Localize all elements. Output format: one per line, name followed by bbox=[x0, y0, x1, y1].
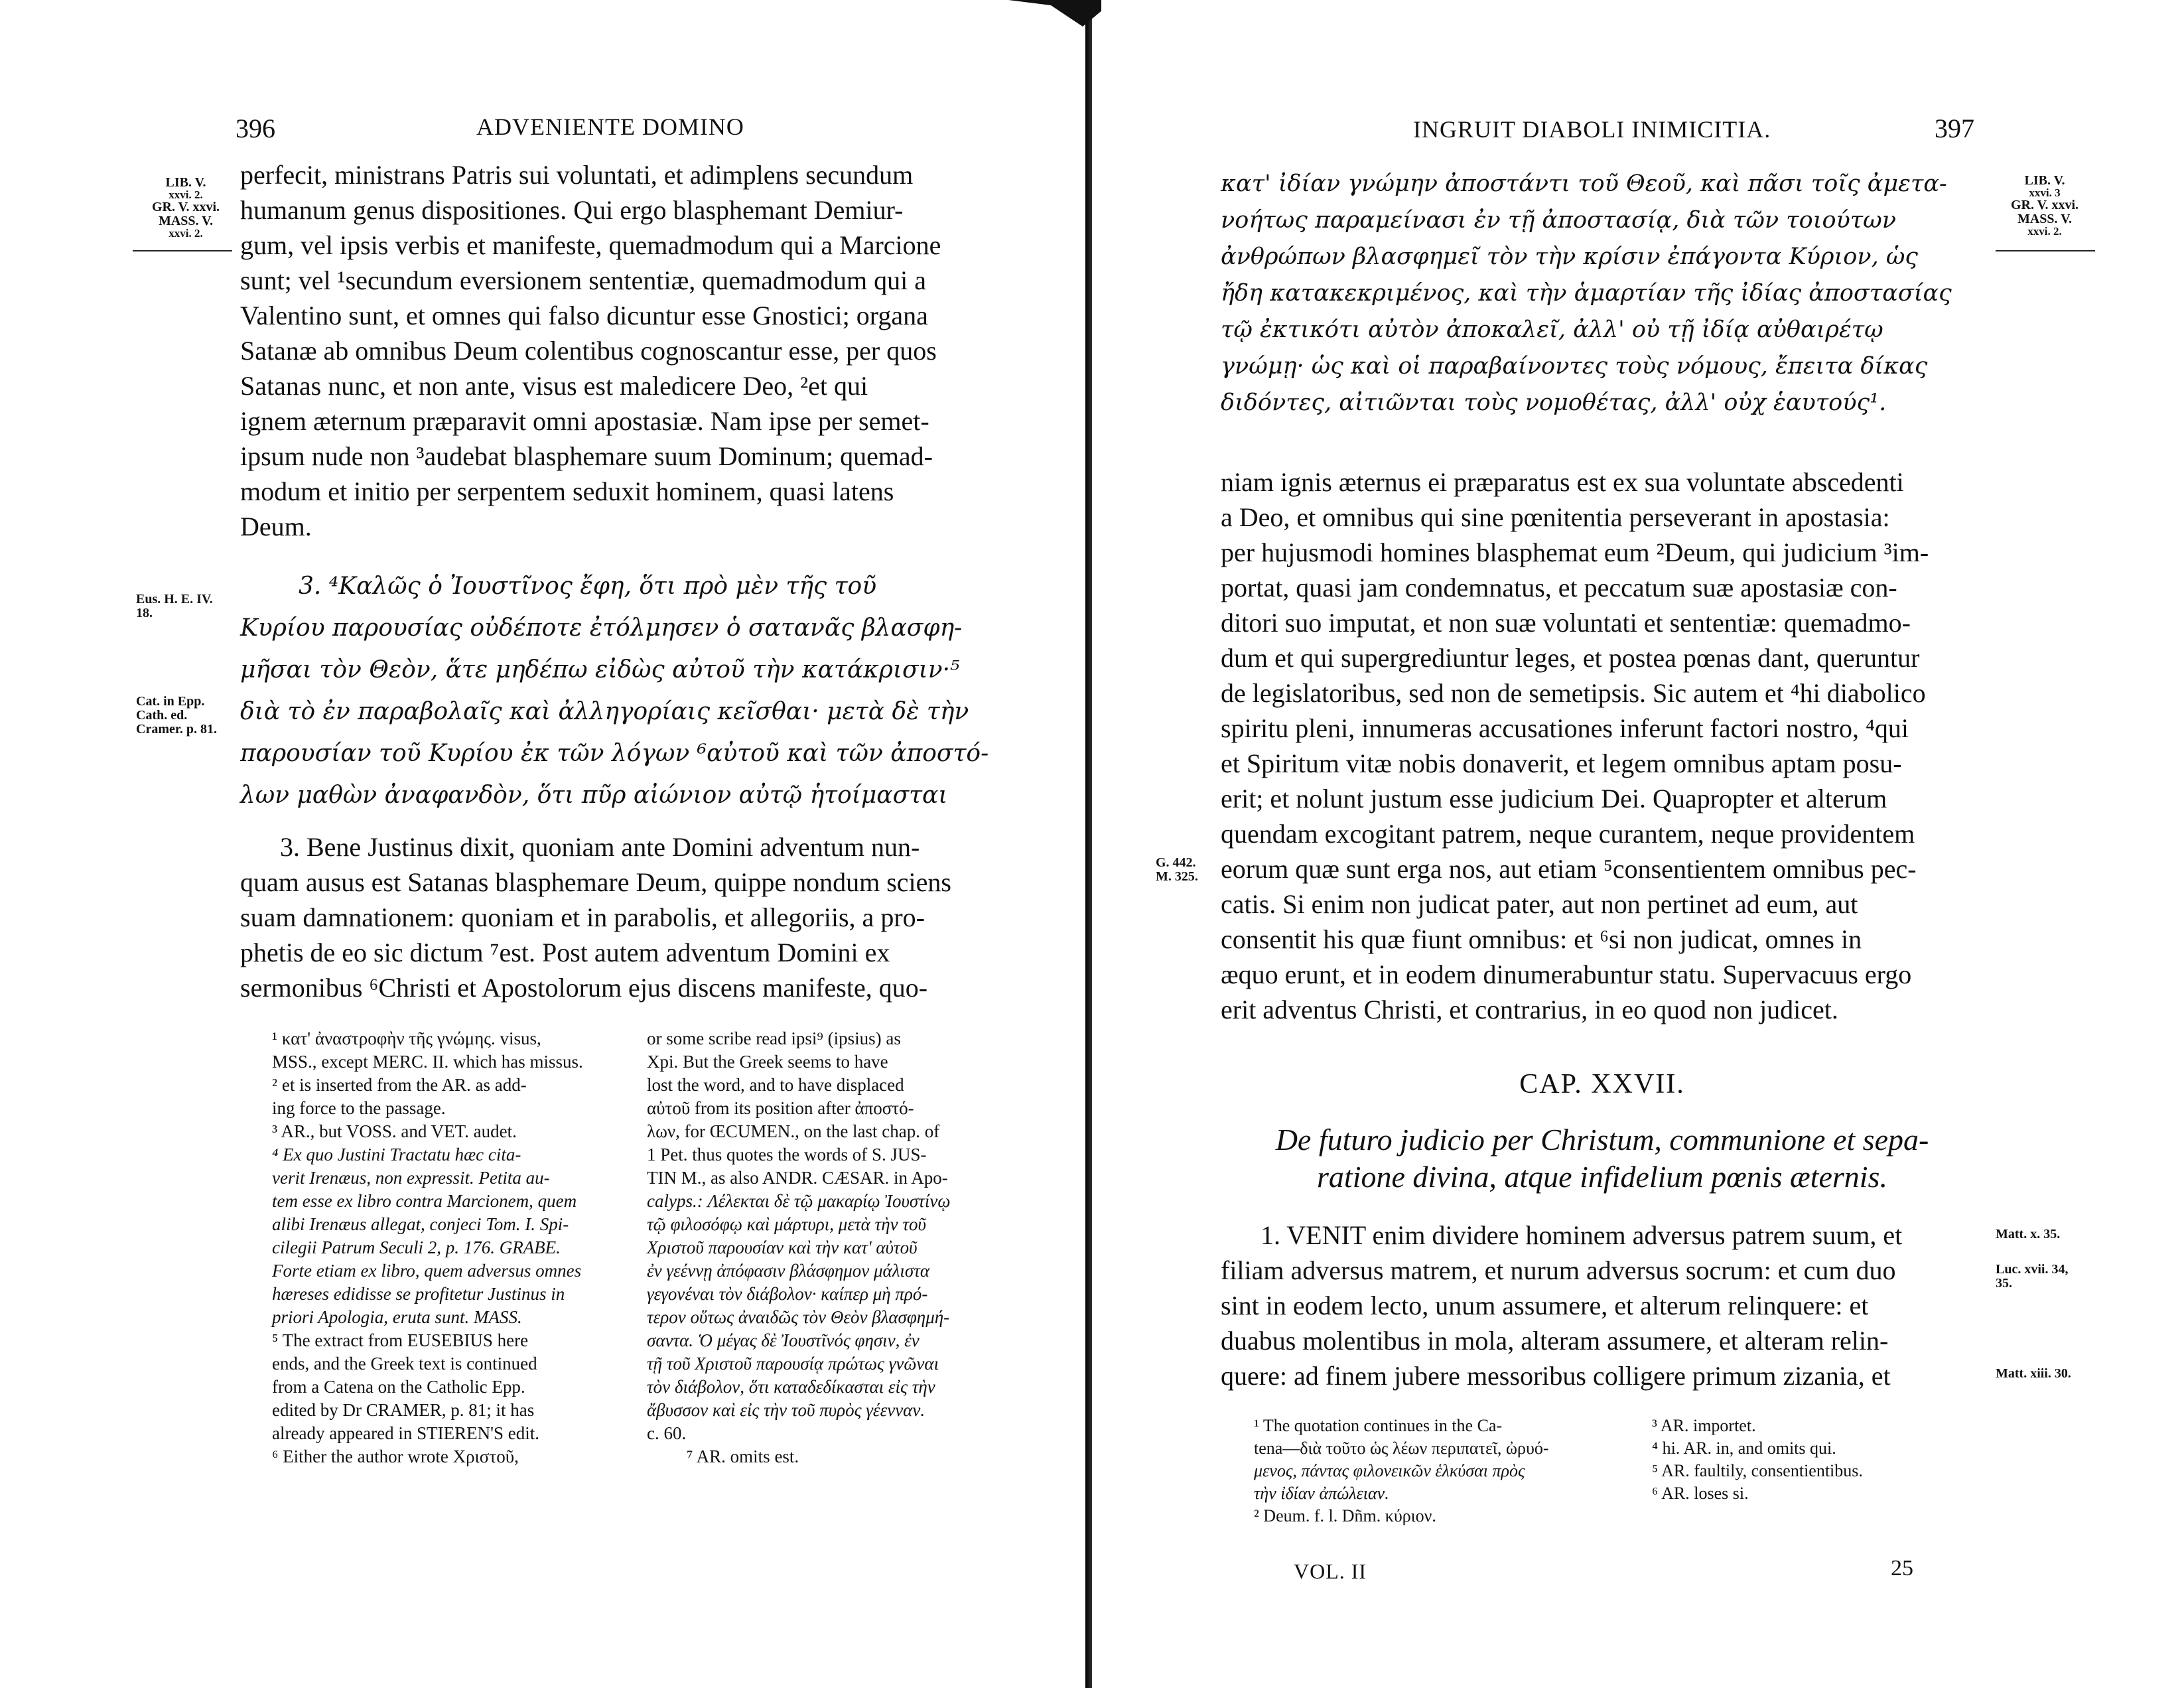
footnotes-column-2: ³ AR. importet. ⁴ hi. AR. in, and omits qui. ⁵ AR. faultily, consentientibus. ⁶ AR. loses si. bbox=[1652, 1416, 1863, 1503]
margin-reference-luc: Luc. xvii. 34, 35. bbox=[1996, 1262, 2069, 1291]
margin-reference-catena: Cat. in Epp. Cath. ed. Cramer. p. 81. bbox=[136, 694, 218, 737]
greek-paragraph: 3. ⁴Καλῶς ὁ Ἰουστῖνος ἔφη, ὅτι πρὸ μὲν τῆς τοῦ Κυρίου παρουσίας οὐδέποτε ἐτόλμησεν ὁ σατανᾶς βλασφη- μῆσαι τὸν Θεὸν, ἅτε μηδέπω εἰδὼς αὐτοῦ τὴν κατάκρισιν·⁵ διὰ τὸ ἐν παραβολαῖς καὶ ἀλληγορίαις κεῖσθαι· μετὰ δὲ τὴν παρουσίαν τοῦ Κυρίου ἐκ τῶν λόγων ⁶αὐτοῦ καὶ τῶν ἀποστό- λων μαθὼν ἀναφανδὸν, ὅτι πῦρ αἰώνιον αὐτῷ ἡτοίμασται bbox=[240, 573, 989, 809]
margin-reference-matt-xiii: Matt. xiii. 30. bbox=[1996, 1366, 2071, 1381]
left-page bbox=[0, 0, 1088, 1688]
footnotes-column-1: ¹ The quotation continues in the Ca- tena—διὰ τοῦτο ὡς λέων περιπατεῖ, ὠρυό- μενος, πάντας φιλονεικῶν ἑλκύσαι πρὸς τὴν ἰδίαν ἀπώλειαν. ² Deum. f. l. Dñm. κύριον. bbox=[1254, 1416, 1549, 1525]
chapter-heading: CAP. XXVII. bbox=[1519, 1069, 1685, 1099]
margin-reference-lib: LIB. V. xxvi. 2. GR. V. xxvi. MASS. V. xxvi. 2. bbox=[151, 175, 220, 240]
latin-continuation: niam ignis æternus ei præparatus est ex sua voluntate abscedenti a Deo, et omnibus qui sine pœnitentia perseverant in apostasia: per hujusmodi homines blasphemat eum ²Deum, qui judicium ³im- portat, quasi jam condemnatus, et peccatum suæ apostasiæ con- ditori suo imputat, et non suæ voluntati et sententiæ: quemadmo- dum et qui supergrediuntur leges, et postea pœnas dant, queruntur de legislatoribus, sed non de semetipsis. Sic autem et ⁴hi diabolico spiritu pleni, innumeras accusationes inferunt factori nostro, ⁴qui et Spiritum vitæ nobis donaverit, et legem omnibus aptam posu- erit; et nolunt justum esse judicium Dei. Quapropter et alterum quendam excogitant patrem, neque curantem, neque providentem eorum quæ sunt erga nos, aut etiam ⁵consentientem omnibus pec- catis. Si enim non judicat pater, aut non pertinet ad eum, aut consentit his quæ fiunt omnibus: et ⁶si non judicat, omnes in æquo erunt, et in eodem dinumerabuntur statu. Supervacuus ergo erit adventus Christi, et contrarius, in eo quod non judicet. bbox=[1221, 467, 1929, 1024]
footnotes-column-2: or some scribe read ipsi⁹ (ipsius) as Xpi. But the Greek seems to have lost the word, and to have displaced αὐτοῦ from its position after ἀποστό- λων, for ŒCUMEN., on the last chap. of 1 Pet. thus quotes the words of S. JUS- TIN M., as also ANDR. CÆSAR. in Apo- calyps.: Λέλεκται δὲ τῷ μακαρίῳ Ἰουστίνῳ τῷ φιλοσόφῳ καὶ μάρτυρι, μετὰ τὴν τοῦ Χριστοῦ παρουσίαν καὶ τὴν κατ' αὐτοῦ ἐν γεέννῃ ἀπόφασιν βλάσφημον μάλιστα γεγονέναι τὸν διάβολον· καίπερ μὴ πρό- τερον οὕτως ἀναιδῶς τὸν Θεὸν βλασφημή- σαντα. Ὁ μέγας δὲ Ἰουστῖνός φησιν, ἐν τῇ τοῦ Χριστοῦ παρουσίᾳ πρώτως γνῶναι τὸν διάβολον, ὅτι καταδεδίκασται εἰς τὴν ἄβυσσον καὶ εἰς τὴν τοῦ πυρὸς γέενναν. c. 60. ⁷ AR. omits est. bbox=[647, 1028, 951, 1466]
page-number: 396 bbox=[236, 113, 275, 143]
latin-paragraph-3: 3. Bene Justinus dixit, quoniam ante Domini adventum nun- quam ausus est Satanas blasphemare Deum, quippe nondum sciens suam damnationem: quoniam et in parabolis, et allegoriis, a pro- phetis de eo sic dictum ⁷est. Post autem adventum Domini ex sermonibus ⁶Christi et Apostolorum ejus discens manifeste, quo- bbox=[240, 832, 951, 1003]
chapter-paragraph-1: 1. VENIT enim dividere hominem adversus patrem suum, et filiam adversus matrem, et nurum adversus socrum: et cum duo sint in eodem lecto, unum assumere, et alterum relinquere: et duabus molentibus in mola, alteram assumere, et alteram relin- quere: ad finem jubere messoribus colligere primum zizania, et bbox=[1221, 1220, 1903, 1391]
margin-rule bbox=[133, 250, 232, 251]
running-head: INGRUIT DIABOLI INIMICITIA. bbox=[1413, 116, 1771, 143]
greek-continuation: κατ' ἰδίαν γνώμην ἀποστάντι τοῦ Θεοῦ, καὶ πᾶσι τοῖς ἀμετα- νοήτως παραμείνασι ἐν τῇ ἀποστασίᾳ, διὰ τῶν τοιούτων ἀνθρώπων βλασφημεῖ τὸν τὴν κρίσιν ἐπάγοντα Κύριον, ὡς ἤδη κατακεκριμένος, καὶ τὴν ἁμαρτίαν τῆς ἰδίας ἀποστασίας τῷ ἐκτικότι αὐτὸν ἀποκαλεῖ, ἀλλ' οὐ τῇ ἰδίᾳ αὐθαιρέτῳ γνώμῃ· ὡς καὶ οἱ παραβαίνοντες τοὺς νόμους, ἔπειτα δίκας διδόντες, αἰτιῶνται τοὺς νομοθέτας, ἀλλ' οὐχ ἑαυτούς¹. bbox=[1221, 171, 1952, 416]
page-number: 397 bbox=[1935, 113, 1974, 143]
margin-reference-eusebius: Eus. H. E. IV. 18. bbox=[136, 592, 213, 620]
running-head: ADVENIENTE DOMINO bbox=[476, 113, 744, 140]
right-page bbox=[1101, 0, 2184, 1688]
latin-paragraph-1: perfecit, ministrans Patris sui voluntati, et adimplens secundum humanum genus dispositiones. Qui ergo blasphemant Demiur- gum, vel ipsis verbis et manifeste, quemadmodum qui a Marcione sunt; vel ¹secundum eversionem sententiæ, quemadmodum qui a Valentino sunt, et omnes qui falso dicuntur esse Gnostici; organa Satanæ ab omnibus Deum colentibus cognoscantur esse, per quos Satanas nunc, et non ante, visus est maledicere Deo, ²et qui ignem æternum præparavit omni apostasiæ. Nam ipse per semet- ipsum nude non ³audebat blasphemare suum Dominum; quemad- modum et initio per serpentem seduxit hominem, quasi latens Deum. bbox=[240, 160, 941, 541]
chapter-subtitle: De futuro judicio per Christum, communione et sepa- ratione divina, atque infidelium pœnis æternis. bbox=[1275, 1123, 1929, 1194]
sheet-number: 25 bbox=[1891, 1556, 1913, 1581]
footnotes-column-1: ¹ κατ' ἀναστροφὴν τῆς γνώμης. visus, MSS., except MERC. II. which has missus. ² et is inserted from the AR. as add- ing force to the passage. ³ AR., but VOSS. and VET. audet. ⁴ Ex quo Justini Tractatu hæc cita- verit Irenæus, non expressit. Petita au- tem esse ex libro contra Marcionem, quem alibi Irenæus allegat, conjeci Tom. I. Spi- cilegii Patrum Seculi 2, p. 176. GRABE. Forte etiam ex libro, quem adversus omnes hæreses edidisse se profitetur Justinus in priori Apologia, eruta sunt. MASS. ⁵ The extract from EUSEBIUS here ends, and the Greek text is continued from a Catena on the Catholic Epp. edited by Dr CRAMER, p. 81; it has already appeared in STIEREN'S edit. ⁶ Either the author wrote Χριστοῦ, bbox=[272, 1028, 583, 1466]
margin-reference-lib: LIB. V. xxvi. 3 GR. V. xxvi. MASS. V. xxvi. 2. bbox=[2010, 173, 2079, 238]
volume-signature: VOL. II bbox=[1294, 1559, 1367, 1583]
margin-reference-matt-x: Matt. x. 35. bbox=[1996, 1227, 2061, 1241]
margin-rule bbox=[1996, 250, 2095, 251]
margin-reference-g-m: G. 442. M. 325. bbox=[1156, 855, 1198, 884]
gutter-shadow bbox=[1085, 0, 1092, 1688]
